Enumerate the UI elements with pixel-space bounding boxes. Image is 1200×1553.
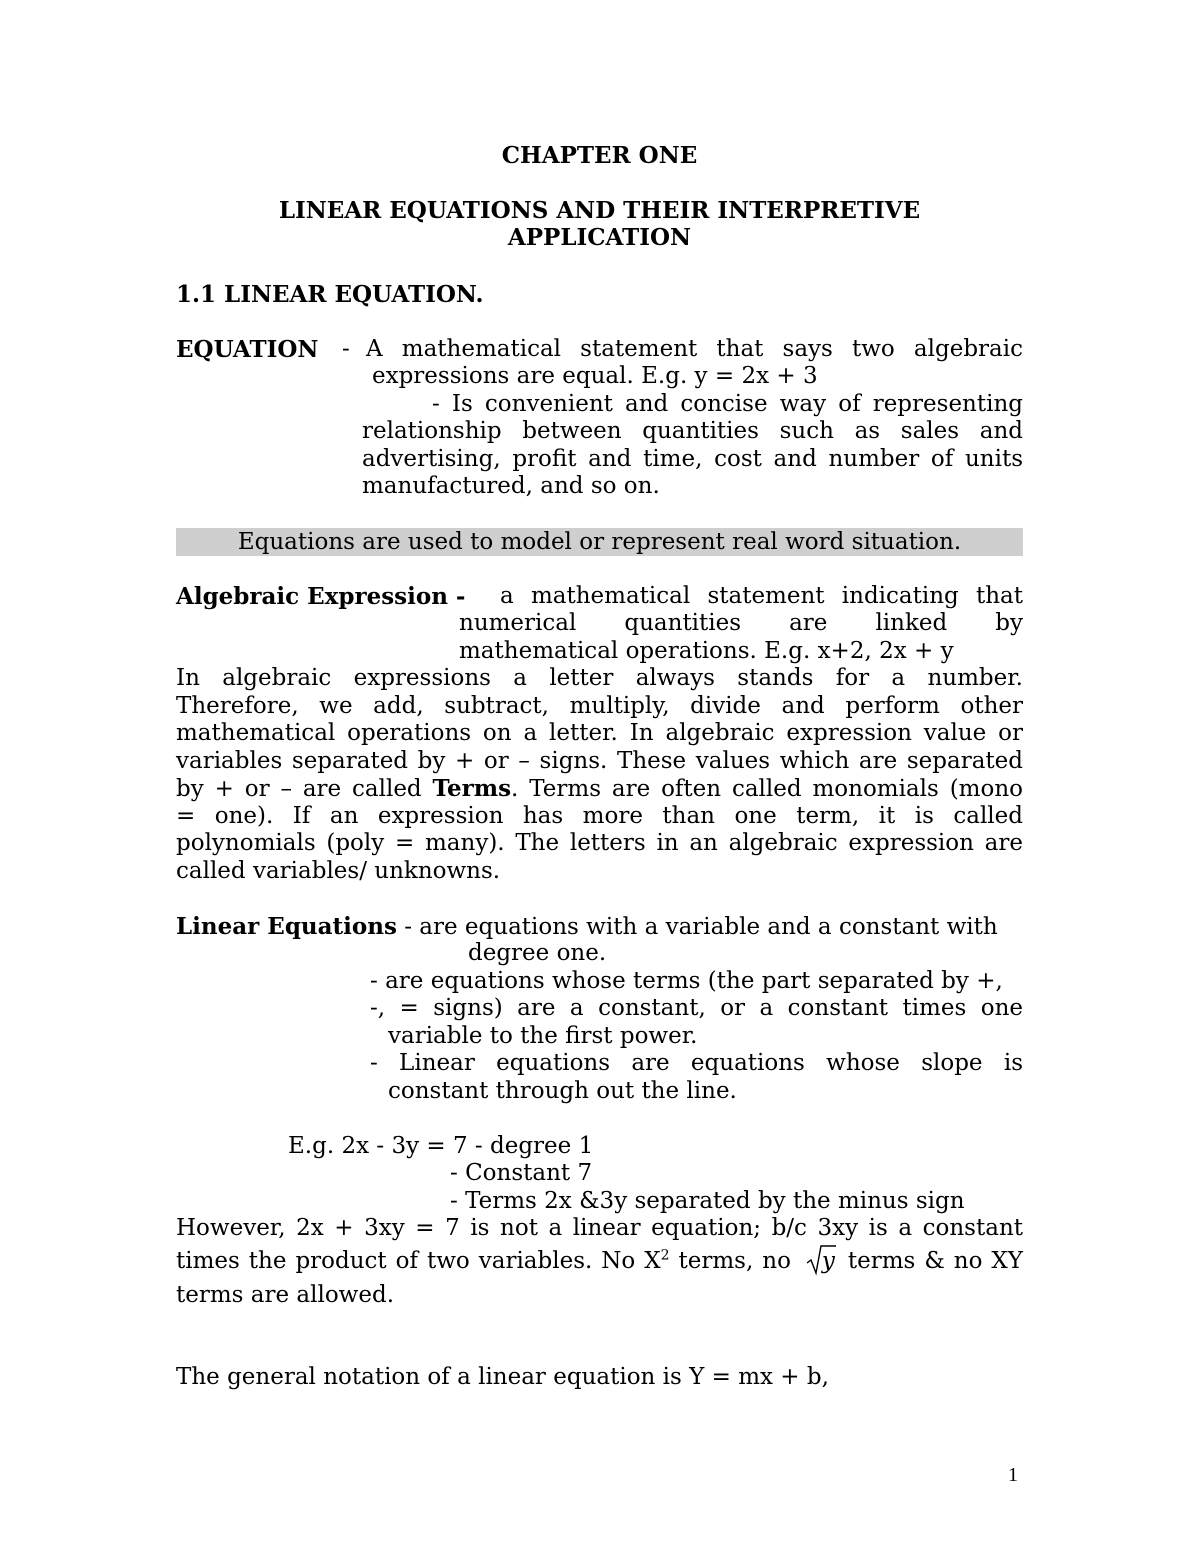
linear-line-7: constant through out the line.: [388, 1078, 737, 1104]
linear-line-3: - are equations whose terms (the part separated by +,: [370, 968, 1003, 994]
algebraic-para-line-7: polynomials (poly = many). The letters in an algebraic expression are: [176, 830, 1023, 856]
however-line-1: However, 2x + 3xy = 7 is not a linear equation; b/c 3xy is a constant: [176, 1215, 1023, 1241]
radical-icon: [806, 1244, 836, 1276]
algebraic-line-1: a mathematical statement indicating that: [500, 583, 1023, 609]
equation-line-2: expressions are equal. E.g. y = 2x + 3: [372, 363, 818, 389]
superscript-two: 2: [660, 1247, 670, 1264]
title-line-2: APPLICATION: [507, 224, 692, 251]
algebraic-para-line-4: variables separated by + or – signs. These values which are separated: [176, 748, 1023, 774]
linear-def-1: - are equations with a variable and a constant with: [396, 914, 998, 940]
linear-line-1: [176, 913, 1023, 942]
equation-line-6: manufactured, and so on.: [362, 473, 660, 499]
algebraic-line-3: mathematical operations. E.g. x+2, 2x + y: [459, 638, 954, 664]
linear-line-4: -, = signs) are a constant, or a constant times one: [370, 995, 1023, 1021]
however-text: terms & no XY: [838, 1248, 1023, 1274]
example-line-2: - Constant 7: [450, 1160, 593, 1186]
sqrt-y-symbol: [806, 1248, 835, 1276]
however-line-3: terms are allowed.: [176, 1282, 395, 1308]
algebraic-para-line-2: Therefore, we add, subtract, multiply, divide and perform other: [176, 693, 1023, 719]
equation-line-3: - Is convenient and concise way of representing: [432, 391, 1023, 417]
para-text: . Terms are often called monomials (mono: [511, 776, 1023, 802]
equation-line-1: A mathematical statement that says two algebraic: [366, 336, 1023, 362]
highlight-statement: Equations are used to model or represent real word situation.: [176, 528, 1023, 556]
algebraic-term: Algebraic Expression -: [176, 583, 466, 610]
linear-line-2: degree one.: [468, 940, 607, 966]
algebraic-para-line-8: called variables/ unknowns.: [176, 858, 501, 884]
sqrt-variable: y: [821, 1248, 835, 1274]
general-notation: The general notation of a linear equation is Y = mx + b,: [176, 1364, 829, 1390]
chapter-heading: CHAPTER ONE: [501, 142, 698, 169]
equation-line-5: advertising, profit and time, cost and number of units: [362, 446, 1023, 472]
algebraic-para-line-1: In algebraic expressions a letter always stands for a number.: [176, 665, 1023, 691]
para-text: by + or – are called: [176, 776, 433, 802]
equation-dash: -: [342, 336, 350, 362]
example-line-3: - Terms 2x &3y separated by the minus sign: [450, 1188, 965, 1214]
terms-bold: Terms: [432, 775, 512, 802]
algebraic-para-line-3: mathematical operations on a letter. In algebraic expression value or: [176, 720, 1023, 746]
linear-line-6: - Linear equations are equations whose slope is: [370, 1050, 1023, 1076]
however-text: times the product of two variables. No X: [176, 1248, 661, 1274]
however-text: terms, no: [669, 1248, 800, 1274]
linear-line-5: variable to the first power.: [388, 1023, 698, 1049]
section-heading: 1.1 LINEAR EQUATION.: [176, 281, 484, 308]
algebraic-line-2: numerical quantities are linked by: [459, 610, 1023, 636]
page-number: 1: [1008, 1464, 1018, 1486]
however-line-2: [176, 1248, 1023, 1276]
algebraic-para-line-6: = one). If an expression has more than one term, it is called: [176, 803, 1023, 829]
linear-term: Linear Equations: [176, 913, 397, 940]
algebraic-para-line-5: [176, 775, 1023, 804]
equation-line-4: relationship between quantities such as sales and: [362, 418, 1023, 444]
title-line-1: LINEAR EQUATIONS AND THEIR INTERPRETIVE: [278, 197, 921, 224]
equation-term: EQUATION: [176, 336, 319, 363]
example-line-1: E.g. 2x - 3y = 7 - degree 1: [288, 1133, 594, 1159]
